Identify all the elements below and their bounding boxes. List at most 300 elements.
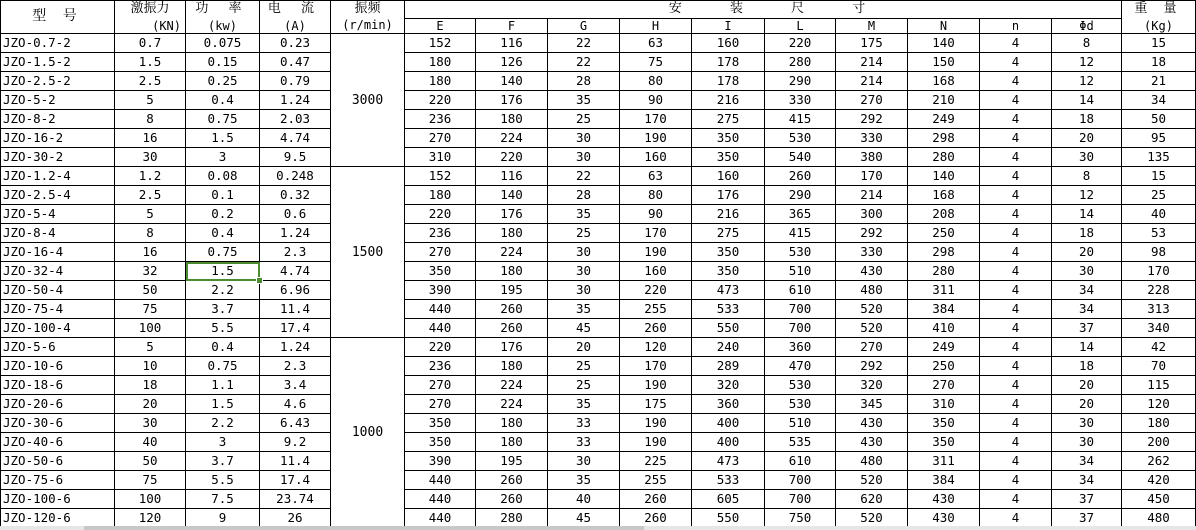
cell-dim-f[interactable]: 180	[476, 262, 548, 281]
cell-dim-f[interactable]: 176	[476, 338, 548, 357]
cell-dim-h[interactable]: 90	[620, 205, 692, 224]
cell-current[interactable]: 0.23	[260, 34, 331, 53]
cell-dim-i[interactable]: 533	[692, 300, 765, 319]
cell-power[interactable]: 0.75	[186, 243, 260, 262]
selected-cell[interactable]: 1.5	[186, 262, 260, 281]
cell-dim-f[interactable]: 116	[476, 34, 548, 53]
cell-dim-i[interactable]: 350	[692, 243, 765, 262]
cell-dim-l[interactable]: 530	[765, 395, 836, 414]
header-model[interactable]	[0, 0, 115, 34]
cell-current[interactable]: 6.96	[260, 281, 331, 300]
cell-dim-h[interactable]: 260	[620, 509, 692, 528]
cell-dim-g[interactable]: 25	[548, 357, 620, 376]
cell-dim-n-count[interactable]: 4	[980, 262, 1052, 281]
cell-dim-n[interactable]: 310	[908, 395, 980, 414]
cell-weight[interactable]: 40	[1122, 205, 1196, 224]
cell-weight[interactable]: 50	[1122, 110, 1196, 129]
cell-force[interactable]: 5	[115, 338, 186, 357]
cell-current[interactable]: 1.24	[260, 91, 331, 110]
cell-dim-e[interactable]: 180	[405, 72, 476, 91]
cell-dim-h[interactable]: 255	[620, 300, 692, 319]
cell-dim-n[interactable]: 280	[908, 148, 980, 167]
cell-force[interactable]: 2.5	[115, 72, 186, 91]
cell-weight[interactable]: 450	[1122, 490, 1196, 509]
cell-dim-e[interactable]: 390	[405, 281, 476, 300]
cell-dim-h[interactable]: 260	[620, 319, 692, 338]
cell-power[interactable]: 7.5	[186, 490, 260, 509]
cell-dim-f[interactable]: 180	[476, 414, 548, 433]
cell-dim-i[interactable]: 240	[692, 338, 765, 357]
cell-dim-n-count[interactable]: 4	[980, 471, 1052, 490]
cell-dim-i[interactable]: 178	[692, 53, 765, 72]
cell-current[interactable]: 26	[260, 509, 331, 528]
cell-model[interactable]: JZO-2.5-4	[0, 186, 115, 205]
cell-dim-phi-d[interactable]: 12	[1052, 186, 1122, 205]
cell-dim-m[interactable]: 430	[836, 262, 908, 281]
cell-current[interactable]: 17.4	[260, 471, 331, 490]
horizontal-scrollbar[interactable]	[0, 526, 1196, 530]
cell-force[interactable]: 75	[115, 471, 186, 490]
cell-model[interactable]: JZO-2.5-2	[0, 72, 115, 91]
cell-dim-n-count[interactable]: 4	[980, 357, 1052, 376]
cell-weight[interactable]: 15	[1122, 167, 1196, 186]
cell-weight[interactable]: 18	[1122, 53, 1196, 72]
cell-dim-f[interactable]: 176	[476, 205, 548, 224]
cell-dim-g[interactable]: 35	[548, 395, 620, 414]
cell-dim-n-count[interactable]: 4	[980, 452, 1052, 471]
cell-current[interactable]: 0.79	[260, 72, 331, 91]
cell-force[interactable]: 5	[115, 205, 186, 224]
cell-dim-phi-d[interactable]: 12	[1052, 72, 1122, 91]
cell-dim-m[interactable]: 214	[836, 72, 908, 91]
cell-dim-phi-d[interactable]: 18	[1052, 357, 1122, 376]
cell-power[interactable]: 3	[186, 433, 260, 452]
cell-dim-phi-d[interactable]: 12	[1052, 53, 1122, 72]
cell-power[interactable]: 5.5	[186, 319, 260, 338]
cell-dim-f[interactable]: 260	[476, 471, 548, 490]
cell-dim-f[interactable]: 224	[476, 376, 548, 395]
cell-current[interactable]: 9.2	[260, 433, 331, 452]
cell-dim-e[interactable]: 152	[405, 34, 476, 53]
cell-dim-n-count[interactable]: 4	[980, 91, 1052, 110]
cell-dim-m[interactable]: 520	[836, 509, 908, 528]
cell-power[interactable]: 0.25	[186, 72, 260, 91]
cell-model[interactable]: JZO-16-4	[0, 243, 115, 262]
cell-dim-g[interactable]: 35	[548, 471, 620, 490]
cell-dim-n[interactable]: 430	[908, 509, 980, 528]
cell-dim-phi-d[interactable]: 30	[1052, 262, 1122, 281]
cell-model[interactable]: JZO-20-6	[0, 395, 115, 414]
cell-dim-e[interactable]: 270	[405, 395, 476, 414]
cell-current[interactable]: 0.47	[260, 53, 331, 72]
cell-dim-n[interactable]: 150	[908, 53, 980, 72]
cell-current[interactable]: 0.6	[260, 205, 331, 224]
cell-weight[interactable]: 15	[1122, 34, 1196, 53]
cell-dim-h[interactable]: 63	[620, 167, 692, 186]
cell-dim-n-count[interactable]: 4	[980, 319, 1052, 338]
cell-dim-m[interactable]: 292	[836, 224, 908, 243]
cell-force[interactable]: 18	[115, 376, 186, 395]
cell-dim-n[interactable]: 311	[908, 452, 980, 471]
cell-force[interactable]: 30	[115, 148, 186, 167]
cell-model[interactable]: JZO-32-4	[0, 262, 115, 281]
cell-force[interactable]: 8	[115, 224, 186, 243]
cell-weight[interactable]: 262	[1122, 452, 1196, 471]
cell-dim-n[interactable]: 140	[908, 34, 980, 53]
cell-dim-m[interactable]: 270	[836, 91, 908, 110]
cell-dim-e[interactable]: 350	[405, 433, 476, 452]
cell-dim-f[interactable]: 260	[476, 319, 548, 338]
header-force[interactable]	[115, 0, 186, 34]
cell-dim-m[interactable]: 480	[836, 452, 908, 471]
cell-power[interactable]: 9	[186, 509, 260, 528]
cell-dim-h[interactable]: 220	[620, 281, 692, 300]
cell-force[interactable]: 1.2	[115, 167, 186, 186]
cell-dim-l[interactable]: 360	[765, 338, 836, 357]
cell-dim-i[interactable]: 176	[692, 186, 765, 205]
cell-dim-e[interactable]: 270	[405, 129, 476, 148]
cell-dim-g[interactable]: 30	[548, 262, 620, 281]
cell-current[interactable]: 2.03	[260, 110, 331, 129]
cell-dim-n-count[interactable]: 4	[980, 433, 1052, 452]
cell-dim-f[interactable]: 180	[476, 357, 548, 376]
cell-power[interactable]: 1.5	[186, 395, 260, 414]
cell-force[interactable]: 0.7	[115, 34, 186, 53]
cell-dim-m[interactable]: 430	[836, 433, 908, 452]
cell-dim-e[interactable]: 220	[405, 338, 476, 357]
cell-dim-i[interactable]: 473	[692, 281, 765, 300]
cell-dim-n[interactable]: 384	[908, 300, 980, 319]
cell-power[interactable]: 2.2	[186, 414, 260, 433]
cell-weight[interactable]: 115	[1122, 376, 1196, 395]
cell-weight[interactable]: 21	[1122, 72, 1196, 91]
cell-dim-m[interactable]: 330	[836, 243, 908, 262]
cell-dim-m[interactable]: 520	[836, 300, 908, 319]
cell-dim-h[interactable]: 190	[620, 433, 692, 452]
cell-weight[interactable]: 200	[1122, 433, 1196, 452]
cell-dim-h[interactable]: 255	[620, 471, 692, 490]
cell-model[interactable]: JZO-50-4	[0, 281, 115, 300]
cell-force[interactable]: 2.5	[115, 186, 186, 205]
cell-dim-g[interactable]: 28	[548, 186, 620, 205]
cell-dim-g[interactable]: 25	[548, 224, 620, 243]
cell-power[interactable]: 3.7	[186, 300, 260, 319]
header-weight[interactable]	[1122, 0, 1196, 34]
cell-force[interactable]: 1.5	[115, 53, 186, 72]
cell-dim-n-count[interactable]: 4	[980, 338, 1052, 357]
cell-current[interactable]: 1.24	[260, 224, 331, 243]
cell-weight[interactable]: 53	[1122, 224, 1196, 243]
cell-dim-g[interactable]: 30	[548, 148, 620, 167]
cell-dim-l[interactable]: 610	[765, 281, 836, 300]
cell-dim-n-count[interactable]: 4	[980, 167, 1052, 186]
header-install-dimensions[interactable]	[405, 0, 1122, 18]
cell-dim-i[interactable]: 216	[692, 91, 765, 110]
cell-dim-n[interactable]: 140	[908, 167, 980, 186]
cell-dim-phi-d[interactable]: 30	[1052, 148, 1122, 167]
cell-model[interactable]: JZO-5-2	[0, 91, 115, 110]
cell-dim-h[interactable]: 190	[620, 376, 692, 395]
cell-dim-f[interactable]: 180	[476, 433, 548, 452]
subheader-f[interactable]: F	[476, 18, 548, 34]
cell-dim-l[interactable]: 510	[765, 262, 836, 281]
cell-dim-l[interactable]: 415	[765, 224, 836, 243]
cell-model[interactable]: JZO-50-6	[0, 452, 115, 471]
cell-dim-l[interactable]: 290	[765, 186, 836, 205]
cell-weight[interactable]: 313	[1122, 300, 1196, 319]
cell-dim-n-count[interactable]: 4	[980, 72, 1052, 91]
cell-dim-i[interactable]: 400	[692, 414, 765, 433]
cell-dim-phi-d[interactable]: 14	[1052, 91, 1122, 110]
cell-frequency[interactable]: 1500	[331, 167, 405, 338]
cell-dim-m[interactable]: 214	[836, 53, 908, 72]
cell-dim-l[interactable]: 610	[765, 452, 836, 471]
cell-dim-i[interactable]: 160	[692, 34, 765, 53]
cell-weight[interactable]: 180	[1122, 414, 1196, 433]
cell-dim-n[interactable]: 210	[908, 91, 980, 110]
cell-dim-g[interactable]: 22	[548, 53, 620, 72]
cell-force[interactable]: 20	[115, 395, 186, 414]
cell-force[interactable]: 100	[115, 490, 186, 509]
cell-dim-n[interactable]: 208	[908, 205, 980, 224]
cell-force[interactable]: 50	[115, 281, 186, 300]
cell-dim-f[interactable]: 126	[476, 53, 548, 72]
cell-model[interactable]: JZO-100-4	[0, 319, 115, 338]
cell-weight[interactable]: 70	[1122, 357, 1196, 376]
cell-dim-l[interactable]: 700	[765, 300, 836, 319]
cell-dim-l[interactable]: 280	[765, 53, 836, 72]
cell-weight[interactable]: 480	[1122, 509, 1196, 528]
cell-dim-f[interactable]: 116	[476, 167, 548, 186]
cell-dim-l[interactable]: 260	[765, 167, 836, 186]
cell-dim-n-count[interactable]: 4	[980, 148, 1052, 167]
cell-dim-g[interactable]: 20	[548, 338, 620, 357]
cell-dim-e[interactable]: 220	[405, 91, 476, 110]
cell-dim-i[interactable]: 178	[692, 72, 765, 91]
cell-dim-e[interactable]: 390	[405, 452, 476, 471]
cell-dim-h[interactable]: 190	[620, 414, 692, 433]
cell-dim-g[interactable]: 45	[548, 509, 620, 528]
cell-dim-phi-d[interactable]: 18	[1052, 110, 1122, 129]
cell-dim-e[interactable]: 350	[405, 414, 476, 433]
cell-dim-n-count[interactable]: 4	[980, 205, 1052, 224]
cell-dim-l[interactable]: 290	[765, 72, 836, 91]
cell-dim-l[interactable]: 530	[765, 129, 836, 148]
cell-dim-h[interactable]: 75	[620, 53, 692, 72]
cell-dim-m[interactable]: 520	[836, 319, 908, 338]
cell-dim-l[interactable]: 535	[765, 433, 836, 452]
cell-dim-f[interactable]: 180	[476, 224, 548, 243]
cell-force[interactable]: 50	[115, 452, 186, 471]
cell-dim-e[interactable]: 350	[405, 262, 476, 281]
cell-dim-n-count[interactable]: 4	[980, 414, 1052, 433]
cell-dim-n[interactable]: 350	[908, 414, 980, 433]
cell-dim-n[interactable]: 311	[908, 281, 980, 300]
cell-power[interactable]: 0.15	[186, 53, 260, 72]
cell-dim-i[interactable]: 275	[692, 224, 765, 243]
subheader-phi-d[interactable]: Φd	[1052, 18, 1122, 34]
cell-dim-n[interactable]: 168	[908, 72, 980, 91]
cell-current[interactable]: 3.4	[260, 376, 331, 395]
cell-model[interactable]: JZO-75-6	[0, 471, 115, 490]
cell-model[interactable]: JZO-0.7-2	[0, 34, 115, 53]
cell-dim-n-count[interactable]: 4	[980, 490, 1052, 509]
header-frequency[interactable]	[331, 0, 405, 34]
cell-dim-g[interactable]: 28	[548, 72, 620, 91]
cell-dim-g[interactable]: 30	[548, 281, 620, 300]
cell-dim-e[interactable]: 440	[405, 319, 476, 338]
header-power[interactable]	[186, 0, 260, 34]
cell-power[interactable]: 2.2	[186, 281, 260, 300]
cell-dim-h[interactable]: 170	[620, 224, 692, 243]
cell-dim-l[interactable]: 365	[765, 205, 836, 224]
cell-dim-m[interactable]: 345	[836, 395, 908, 414]
cell-power[interactable]: 0.2	[186, 205, 260, 224]
cell-dim-m[interactable]: 292	[836, 357, 908, 376]
cell-dim-g[interactable]: 45	[548, 319, 620, 338]
cell-dim-e[interactable]: 310	[405, 148, 476, 167]
cell-force[interactable]: 75	[115, 300, 186, 319]
cell-model[interactable]: JZO-5-6	[0, 338, 115, 357]
cell-weight[interactable]: 34	[1122, 91, 1196, 110]
cell-dim-n-count[interactable]: 4	[980, 110, 1052, 129]
cell-dim-phi-d[interactable]: 37	[1052, 509, 1122, 528]
cell-dim-h[interactable]: 120	[620, 338, 692, 357]
cell-power[interactable]: 3	[186, 148, 260, 167]
cell-dim-m[interactable]: 520	[836, 471, 908, 490]
cell-dim-m[interactable]: 300	[836, 205, 908, 224]
cell-dim-l[interactable]: 700	[765, 319, 836, 338]
cell-dim-g[interactable]: 40	[548, 490, 620, 509]
cell-dim-i[interactable]: 350	[692, 262, 765, 281]
cell-dim-i[interactable]: 320	[692, 376, 765, 395]
cell-current[interactable]: 4.74	[260, 129, 331, 148]
cell-dim-f[interactable]: 140	[476, 186, 548, 205]
cell-model[interactable]: JZO-8-2	[0, 110, 115, 129]
cell-dim-g[interactable]: 35	[548, 300, 620, 319]
cell-dim-phi-d[interactable]: 30	[1052, 433, 1122, 452]
cell-current[interactable]: 4.74	[260, 262, 331, 281]
cell-model[interactable]: JZO-5-4	[0, 205, 115, 224]
cell-dim-l[interactable]: 700	[765, 471, 836, 490]
cell-power[interactable]: 0.4	[186, 91, 260, 110]
cell-dim-n[interactable]: 350	[908, 433, 980, 452]
cell-dim-e[interactable]: 270	[405, 376, 476, 395]
cell-dim-n[interactable]: 250	[908, 224, 980, 243]
cell-model[interactable]: JZO-120-6	[0, 509, 115, 528]
cell-weight[interactable]: 340	[1122, 319, 1196, 338]
cell-force[interactable]: 30	[115, 414, 186, 433]
scrollbar-thumb[interactable]	[84, 526, 644, 530]
cell-dim-n[interactable]: 298	[908, 243, 980, 262]
cell-current[interactable]: 4.6	[260, 395, 331, 414]
cell-dim-n-count[interactable]: 4	[980, 186, 1052, 205]
fill-handle[interactable]	[256, 277, 263, 284]
cell-dim-i[interactable]: 473	[692, 452, 765, 471]
cell-dim-n[interactable]: 298	[908, 129, 980, 148]
cell-dim-i[interactable]: 350	[692, 148, 765, 167]
cell-dim-phi-d[interactable]: 18	[1052, 224, 1122, 243]
cell-weight[interactable]: 42	[1122, 338, 1196, 357]
cell-dim-g[interactable]: 35	[548, 91, 620, 110]
cell-model[interactable]: JZO-18-6	[0, 376, 115, 395]
cell-dim-n[interactable]: 410	[908, 319, 980, 338]
cell-dim-phi-d[interactable]: 37	[1052, 319, 1122, 338]
cell-dim-f[interactable]: 140	[476, 72, 548, 91]
cell-dim-h[interactable]: 90	[620, 91, 692, 110]
cell-weight[interactable]: 135	[1122, 148, 1196, 167]
subheader-g[interactable]: G	[548, 18, 620, 34]
cell-dim-n[interactable]: 168	[908, 186, 980, 205]
cell-dim-n-count[interactable]: 4	[980, 281, 1052, 300]
subheader-e[interactable]: E	[405, 18, 476, 34]
cell-weight[interactable]: 98	[1122, 243, 1196, 262]
cell-model[interactable]: JZO-100-6	[0, 490, 115, 509]
cell-current[interactable]: 9.5	[260, 148, 331, 167]
cell-force[interactable]: 16	[115, 243, 186, 262]
cell-dim-f[interactable]: 224	[476, 243, 548, 262]
cell-frequency[interactable]: 3000	[331, 34, 405, 167]
cell-dim-n-count[interactable]: 4	[980, 300, 1052, 319]
cell-dim-l[interactable]: 330	[765, 91, 836, 110]
cell-dim-m[interactable]: 320	[836, 376, 908, 395]
cell-dim-phi-d[interactable]: 14	[1052, 205, 1122, 224]
cell-model[interactable]: JZO-10-6	[0, 357, 115, 376]
cell-dim-g[interactable]: 25	[548, 376, 620, 395]
cell-power[interactable]: 0.1	[186, 186, 260, 205]
cell-weight[interactable]: 120	[1122, 395, 1196, 414]
cell-dim-g[interactable]: 25	[548, 110, 620, 129]
cell-dim-e[interactable]: 236	[405, 357, 476, 376]
cell-dim-n-count[interactable]: 4	[980, 376, 1052, 395]
cell-dim-f[interactable]: 220	[476, 148, 548, 167]
cell-dim-h[interactable]: 225	[620, 452, 692, 471]
cell-dim-n[interactable]: 280	[908, 262, 980, 281]
cell-dim-f[interactable]: 260	[476, 300, 548, 319]
cell-dim-i[interactable]: 400	[692, 433, 765, 452]
cell-dim-e[interactable]: 440	[405, 509, 476, 528]
cell-model[interactable]: JZO-8-4	[0, 224, 115, 243]
cell-current[interactable]: 2.3	[260, 357, 331, 376]
cell-dim-l[interactable]: 530	[765, 376, 836, 395]
cell-dim-n[interactable]: 249	[908, 338, 980, 357]
cell-force[interactable]: 120	[115, 509, 186, 528]
cell-dim-e[interactable]: 440	[405, 471, 476, 490]
cell-dim-f[interactable]: 180	[476, 110, 548, 129]
cell-force[interactable]: 100	[115, 319, 186, 338]
cell-dim-i[interactable]: 350	[692, 129, 765, 148]
cell-dim-e[interactable]: 220	[405, 205, 476, 224]
cell-dim-n[interactable]: 250	[908, 357, 980, 376]
subheader-n[interactable]: N	[908, 18, 980, 34]
cell-frequency[interactable]: 1000	[331, 338, 405, 528]
cell-current[interactable]: 11.4	[260, 300, 331, 319]
cell-power[interactable]: 0.075	[186, 34, 260, 53]
cell-model[interactable]: JZO-1.5-2	[0, 53, 115, 72]
cell-dim-n[interactable]: 270	[908, 376, 980, 395]
cell-dim-phi-d[interactable]: 34	[1052, 281, 1122, 300]
cell-dim-l[interactable]: 750	[765, 509, 836, 528]
cell-current[interactable]: 6.43	[260, 414, 331, 433]
cell-current[interactable]: 23.74	[260, 490, 331, 509]
cell-dim-phi-d[interactable]: 34	[1052, 300, 1122, 319]
cell-dim-f[interactable]: 224	[476, 395, 548, 414]
cell-model[interactable]: JZO-1.2-4	[0, 167, 115, 186]
cell-dim-f[interactable]: 195	[476, 452, 548, 471]
subheader-n-count[interactable]: n	[980, 18, 1052, 34]
subheader-i[interactable]: I	[692, 18, 765, 34]
cell-dim-phi-d[interactable]: 20	[1052, 395, 1122, 414]
